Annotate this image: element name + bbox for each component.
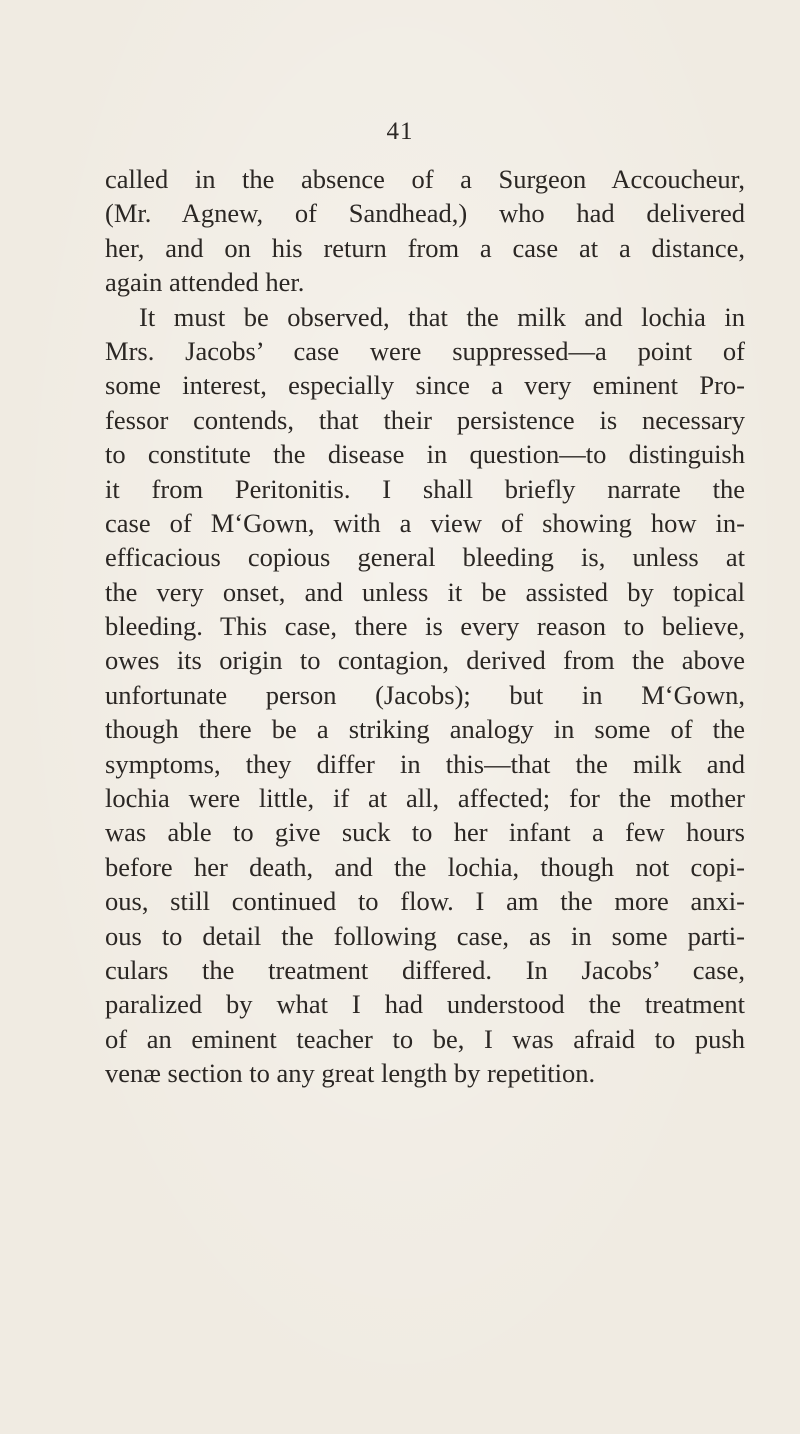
text-line: paralized by what I had understood the treatment bbox=[105, 989, 745, 1020]
text-line: efficacious copious general bleeding is, unless at bbox=[105, 542, 745, 573]
text-line: of an eminent teacher to be, I was afraid to push bbox=[105, 1023, 745, 1054]
text-line: fessor contends, that their persistence is necessary bbox=[105, 404, 745, 435]
text-line: before her death, and the lochia, though not copi- bbox=[105, 851, 745, 882]
text-line: ous, still continued to flow. I am the more anxi- bbox=[105, 886, 745, 917]
text-line: ous to detail the following case, as in some parti- bbox=[105, 920, 745, 951]
text-line: Mrs. Jacobs’ case were suppressed—a point of bbox=[105, 335, 745, 366]
text-line: symptoms, they differ in this—that the milk and bbox=[105, 748, 745, 779]
text-line: the very onset, and unless it be assisted by topical bbox=[105, 576, 745, 607]
text-line: called in the absence of a Surgeon Accoucheur, bbox=[105, 164, 745, 194]
text-line: her, and on his return from a case at a distance, bbox=[105, 232, 745, 263]
text-line: bleeding. This case, there is every reason to believe, bbox=[105, 611, 745, 642]
text-line: again attended her. bbox=[105, 267, 305, 298]
text-line: venæ section to any great length by repetition. bbox=[105, 1058, 596, 1089]
text-line: owes its origin to contagion, derived from the above bbox=[105, 645, 745, 676]
text-line: some interest, especially since a very eminent Pro- bbox=[105, 370, 745, 401]
text-line: case of M‘Gown, with a view of showing how in- bbox=[105, 507, 745, 538]
body-text bbox=[105, 162, 745, 1091]
text-line: unfortunate person (Jacobs); but in M‘Gown, bbox=[105, 679, 745, 710]
text-line: was able to give suck to her infant a few hours bbox=[105, 817, 745, 848]
text-line: to constitute the disease in question—to distinguish bbox=[105, 439, 745, 470]
text-line: culars the treatment differed. In Jacobs’ case, bbox=[105, 954, 745, 985]
text-line: though there be a striking analogy in some of the bbox=[105, 714, 745, 745]
text-line: (Mr. Agnew, of Sandhead,) who had delivered bbox=[105, 198, 745, 229]
text-line: it from Peritonitis. I shall briefly narrate the bbox=[105, 473, 745, 504]
text-line: lochia were little, if at all, affected; for the mother bbox=[105, 783, 745, 814]
text-line: It must be observed, that the milk and lochia in bbox=[139, 301, 745, 332]
page-number: 41 bbox=[386, 118, 414, 145]
